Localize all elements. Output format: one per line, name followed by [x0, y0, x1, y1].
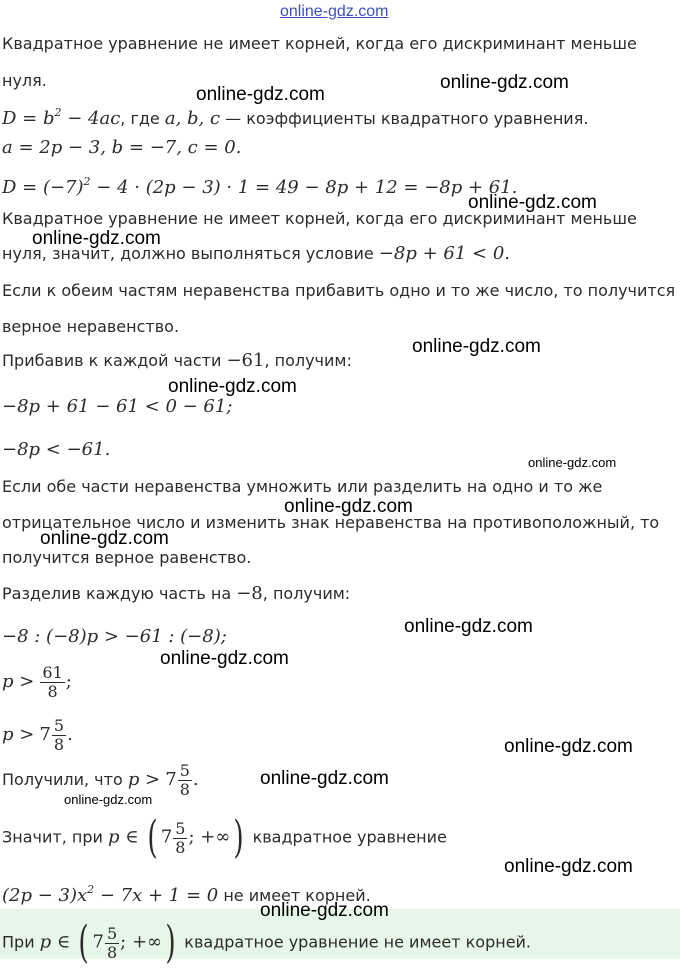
inequality-step-2: −8p < −61.	[2, 439, 111, 460]
paragraph-condition: Квадратное уравнение не имеет корней, когда его дискриминант меньше	[2, 209, 637, 228]
site-header-link[interactable]: online-gdz.com	[280, 3, 389, 20]
watermark-text: online-gdz.com	[260, 768, 389, 789]
result-text: Получили, что	[2, 770, 128, 789]
answer-line	[2, 917, 532, 968]
fraction-step-1	[2, 664, 72, 701]
paragraph-add-rule: Если к обеим частям неравенства прибавить одно и то же число, то получится	[2, 281, 676, 300]
discriminant-formula-line	[2, 103, 588, 129]
watermark-text: online-gdz.com	[528, 455, 617, 470]
inequality-step-1: −8p + 61 − 61 < 0 − 61;	[2, 396, 233, 417]
p-greater: p >	[2, 671, 35, 692]
adding-number: −61	[226, 350, 265, 371]
fraction-numerator: 5	[53, 716, 65, 735]
division-step: −8 : (−8)p > −61 : (−8);	[2, 626, 227, 647]
fraction-numerator: 5	[175, 818, 186, 838]
whole-part: 7	[160, 826, 173, 848]
watermark-text: online-gdz.com	[260, 900, 389, 921]
fraction-denominator: 8	[53, 735, 65, 754]
p-belongs: p ∈	[39, 931, 71, 953]
watermark-text: online-gdz.com	[504, 856, 633, 877]
interval-tail: ; +∞	[120, 931, 163, 953]
right-paren: )	[233, 812, 245, 863]
discriminant-formula: $D = b^2 - 4ac$	[2, 106, 121, 129]
fraction-denominator: 8	[175, 837, 186, 857]
adding-text-end: , получим:	[264, 351, 352, 370]
left-paren: (	[147, 812, 158, 863]
paragraph-adding	[2, 351, 352, 371]
coefficients-text: — коэффициенты квадратного уравнения.	[220, 109, 589, 128]
p-greater: p >	[127, 769, 161, 790]
discriminant-calc-math: $D = (-7)^2 - 4 \cdot (2p - 3) \cdot 1 = 49 - 8p + 12 = -8p + 61$.	[2, 175, 518, 198]
whole-part: 7	[92, 931, 104, 953]
where-text: , где	[120, 109, 165, 128]
watermark-text: online-gdz.com	[504, 736, 633, 757]
coefficients-values: a = 2p − 3, b = −7, c = 0.	[2, 137, 242, 158]
coefficients-symbols: a, b, c	[164, 108, 221, 129]
fraction-denominator: 8	[179, 780, 190, 799]
watermark-text: online-gdz.com	[412, 336, 541, 357]
condition-text: нуля, значит, должно выполняться условие	[2, 244, 379, 263]
answer-text-end: квадратное уравнение не имеет корней.	[179, 932, 532, 952]
conclusion-text-end: квадратное уравнение	[247, 827, 447, 847]
paragraph-discriminant-rule-end: нуля.	[2, 71, 47, 90]
whole-part: 7	[39, 724, 51, 745]
fraction-5-8	[105, 925, 119, 962]
semicolon: ;	[65, 671, 72, 692]
right-paren: )	[165, 917, 176, 968]
paragraph-multiply-rule: Если обе части неравенства умножить или разделить на одно и то же	[2, 477, 603, 496]
interval-tail: ; +∞	[188, 826, 231, 848]
conclusion-text: Значит, при	[2, 827, 108, 847]
dividing-number: −8	[236, 583, 263, 604]
paragraph-multiply-rule-2: отрицательное число и изменить знак неравенства на противоположный, то	[2, 513, 660, 532]
answer-text-start: При	[2, 932, 40, 952]
watermark-text: online-gdz.com	[284, 496, 413, 517]
equation-text-end: не имеет корней.	[218, 886, 371, 905]
watermark-text: online-gdz.com	[440, 72, 569, 93]
p-greater: p >	[2, 724, 35, 745]
p-belongs: p ∈	[107, 826, 139, 848]
fraction-61-8	[40, 664, 64, 701]
dividing-text: Разделив каждую часть на	[2, 584, 237, 603]
paragraph-multiply-rule-3: получится верное равенство.	[2, 548, 252, 567]
fraction-denominator: 8	[106, 942, 118, 962]
dividing-text-end: , получим:	[262, 584, 351, 603]
fraction-5-8	[52, 717, 66, 754]
watermark-text: online-gdz.com	[160, 648, 289, 669]
watermark-text: online-gdz.com	[468, 192, 597, 213]
watermark-text: online-gdz.com	[168, 376, 297, 397]
discriminant-calculation	[2, 172, 517, 198]
left-paren: (	[78, 917, 90, 968]
watermark-text: online-gdz.com	[64, 792, 153, 807]
fraction-5-8	[178, 762, 192, 799]
watermark-text: online-gdz.com	[40, 528, 169, 549]
fraction-numerator: 5	[179, 761, 190, 780]
whole-part: 7	[165, 769, 177, 790]
fraction-numerator: 5	[106, 923, 118, 943]
condition-inequality: −8p + 61 < 0.	[378, 243, 511, 264]
period: .	[67, 724, 73, 745]
quadratic-equation: $(2p - 3)x^2 - 7x + 1 = 0$	[2, 883, 219, 906]
watermark-text: online-gdz.com	[404, 616, 533, 637]
fraction-numerator: 61	[42, 663, 63, 682]
fraction-5-8	[173, 820, 187, 857]
adding-text: Прибавив к каждой части	[2, 351, 227, 370]
paragraph-add-rule-end: верное неравенство.	[2, 317, 180, 336]
watermark-text: online-gdz.com	[32, 228, 161, 249]
paragraph-dividing	[2, 584, 350, 604]
paragraph-conclusion	[2, 812, 447, 863]
watermark-text: online-gdz.com	[196, 84, 325, 105]
period: .	[192, 769, 199, 790]
fraction-step-2	[2, 717, 73, 754]
paragraph-discriminant-rule: Квадратное уравнение не имеет корней, когда его дискриминант меньше	[2, 34, 637, 53]
fraction-denominator: 8	[47, 682, 58, 701]
